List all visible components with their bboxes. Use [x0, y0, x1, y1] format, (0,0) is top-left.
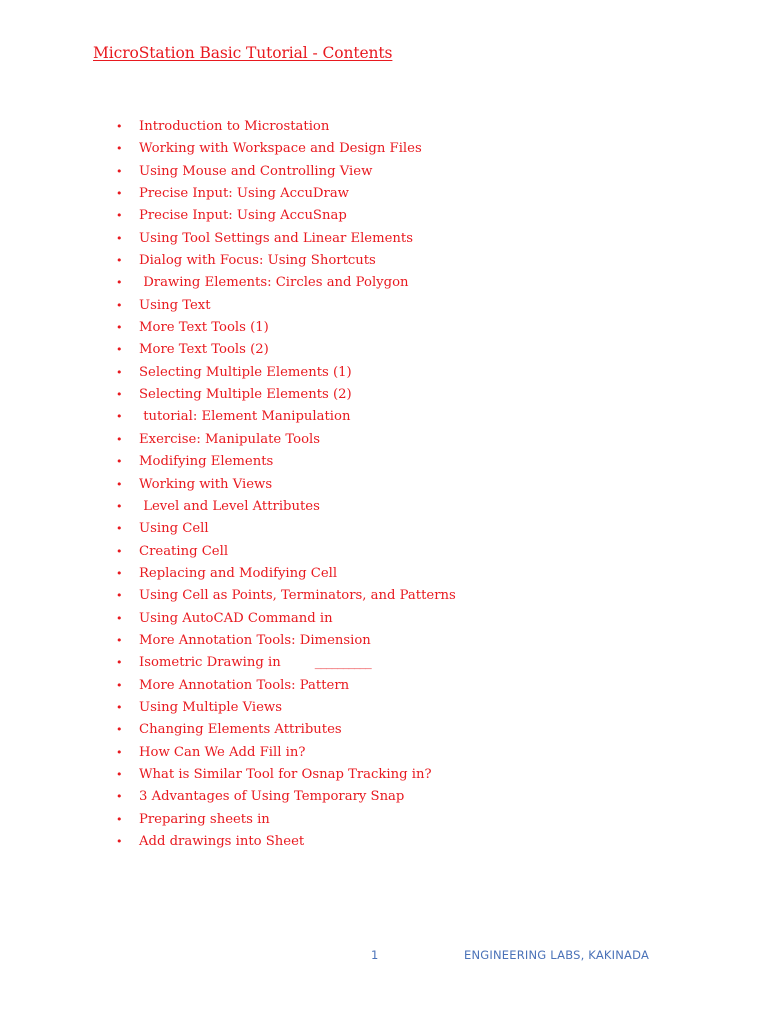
bullet-icon: •: [116, 276, 123, 290]
bullet-icon: •: [116, 298, 123, 312]
bullet-icon: •: [116, 254, 123, 268]
list-item-text: More Text Tools (1): [139, 320, 269, 336]
bullet-icon: •: [116, 455, 123, 469]
list-item-text: Precise Input: Using AccuSnap: [139, 208, 347, 224]
list-item-text: What is Similar Tool for Osnap Tracking in?: [139, 766, 432, 782]
list-item: [116, 250, 456, 272]
list-item: [116, 518, 456, 540]
list-item: [116, 630, 456, 652]
list-item: [116, 541, 456, 563]
list-item-text: Level and Level Attributes: [139, 498, 320, 514]
list-item-text: Using Text: [139, 297, 211, 313]
list-item-text: Exercise: Manipulate Tools: [139, 431, 321, 447]
bullet-icon: •: [116, 700, 123, 714]
list-item-text: More Annotation Tools: Pattern: [139, 677, 350, 693]
list-item: [116, 675, 456, 697]
list-item-text: Precise Input: Using AccuDraw: [139, 186, 349, 202]
list-item-text: Using Multiple Views: [139, 699, 282, 715]
list-item: [116, 138, 456, 160]
bullet-icon: •: [116, 835, 123, 848]
list-item-text: How Can We Add Fill in?: [139, 744, 306, 760]
list-item-text: More Text Tools (2): [139, 342, 269, 358]
bullet-icon: •: [116, 365, 123, 379]
bullet-icon: •: [116, 321, 123, 335]
bullet-icon: •: [116, 499, 123, 513]
bullet-icon: •: [116, 164, 123, 178]
bullet-icon: •: [116, 678, 123, 692]
list-item: [116, 362, 456, 384]
list-item: [116, 697, 456, 719]
list-item-text: More Annotation Tools: Dimension: [139, 632, 371, 648]
list-item: [116, 764, 456, 786]
list-item-text: Changing Elements Attributes: [139, 722, 342, 738]
bullet-icon: •: [116, 812, 123, 826]
list-item: [116, 563, 456, 585]
bullet-icon: •: [116, 120, 123, 133]
list-item: [116, 496, 456, 518]
list-item: [116, 608, 456, 630]
list-item-text: 3 Advantages of Using Temporary Snap: [139, 789, 405, 805]
list-item-text: Drawing Elements: Circles and Polygon: [139, 275, 409, 291]
list-item-text: Modifying Elements: [139, 454, 274, 470]
bullet-icon: •: [116, 142, 123, 156]
bullet-icon: •: [116, 589, 123, 603]
bullet-icon: •: [116, 388, 123, 402]
list-item: [116, 116, 456, 138]
list-item: [116, 406, 456, 428]
list-item-text: Creating Cell: [139, 543, 229, 559]
list-item-text: Using Cell as Points, Terminators, and Patterns: [139, 588, 456, 604]
bullet-icon: •: [116, 544, 123, 558]
list-item-text: Using AutoCAD Command in: [139, 610, 333, 626]
contents-list: [116, 116, 456, 853]
list-item: [116, 831, 456, 853]
list-item: [116, 272, 456, 294]
bullet-icon: •: [116, 767, 123, 781]
list-item: [116, 429, 456, 451]
list-item-text: Using Tool Settings and Linear Elements: [139, 230, 413, 246]
list-item: [116, 742, 456, 764]
bullet-icon: •: [116, 633, 123, 647]
list-item-text: Replacing and Modifying Cell: [139, 565, 338, 581]
bullet-icon: •: [116, 656, 123, 670]
list-item: [116, 652, 456, 674]
list-item: [116, 228, 456, 250]
bullet-icon: •: [116, 231, 123, 245]
bullet-icon: •: [116, 187, 123, 201]
list-item: [116, 474, 456, 496]
bullet-icon: •: [116, 432, 123, 446]
bullet-icon: •: [116, 522, 123, 536]
bullet-icon: •: [116, 410, 123, 424]
list-item: [116, 719, 456, 741]
list-item: [116, 585, 456, 607]
list-item-suffix: __________: [314, 655, 371, 671]
page-title: MicroStation Basic Tutorial - Contents: [93, 44, 393, 62]
list-item-text: tutorial: Element Manipulation: [139, 409, 351, 425]
list-item: [116, 183, 456, 205]
list-item-text: Working with Views: [139, 476, 273, 492]
list-item-text: Dialog with Focus: Using Shortcuts: [139, 253, 376, 269]
list-item-text: Using Mouse and Controlling View: [139, 163, 373, 179]
bullet-icon: •: [116, 611, 123, 625]
list-item: [116, 161, 456, 183]
list-item-text: Selecting Multiple Elements (1): [139, 364, 352, 380]
list-item: [116, 809, 456, 831]
bullet-icon: •: [116, 209, 123, 223]
bullet-icon: •: [116, 790, 123, 804]
list-item-text: Preparing sheets in: [139, 811, 270, 827]
list-item-text: Isometric Drawing in: [139, 655, 281, 671]
list-item-text: Using Cell: [139, 521, 209, 537]
list-item: [116, 786, 456, 808]
list-item-text: Introduction to Microstation: [139, 119, 330, 134]
list-item: [116, 295, 456, 317]
list-item: [116, 384, 456, 406]
list-item-text: Working with Workspace and Design Files: [139, 141, 422, 157]
bullet-icon: •: [116, 343, 123, 357]
bullet-icon: •: [116, 745, 123, 759]
list-item-text: Selecting Multiple Elements (2): [139, 387, 352, 403]
footer-organization: ENGINEERING LABS, KAKINADA: [464, 948, 650, 962]
list-item-text: Add drawings into Sheet: [139, 834, 305, 849]
bullet-icon: •: [116, 477, 123, 491]
bullet-icon: •: [116, 723, 123, 737]
bullet-icon: •: [116, 566, 123, 580]
list-item: [116, 317, 456, 339]
page-number: 1: [371, 948, 379, 962]
list-item: [116, 205, 456, 227]
list-item: [116, 451, 456, 473]
list-item: [116, 339, 456, 361]
